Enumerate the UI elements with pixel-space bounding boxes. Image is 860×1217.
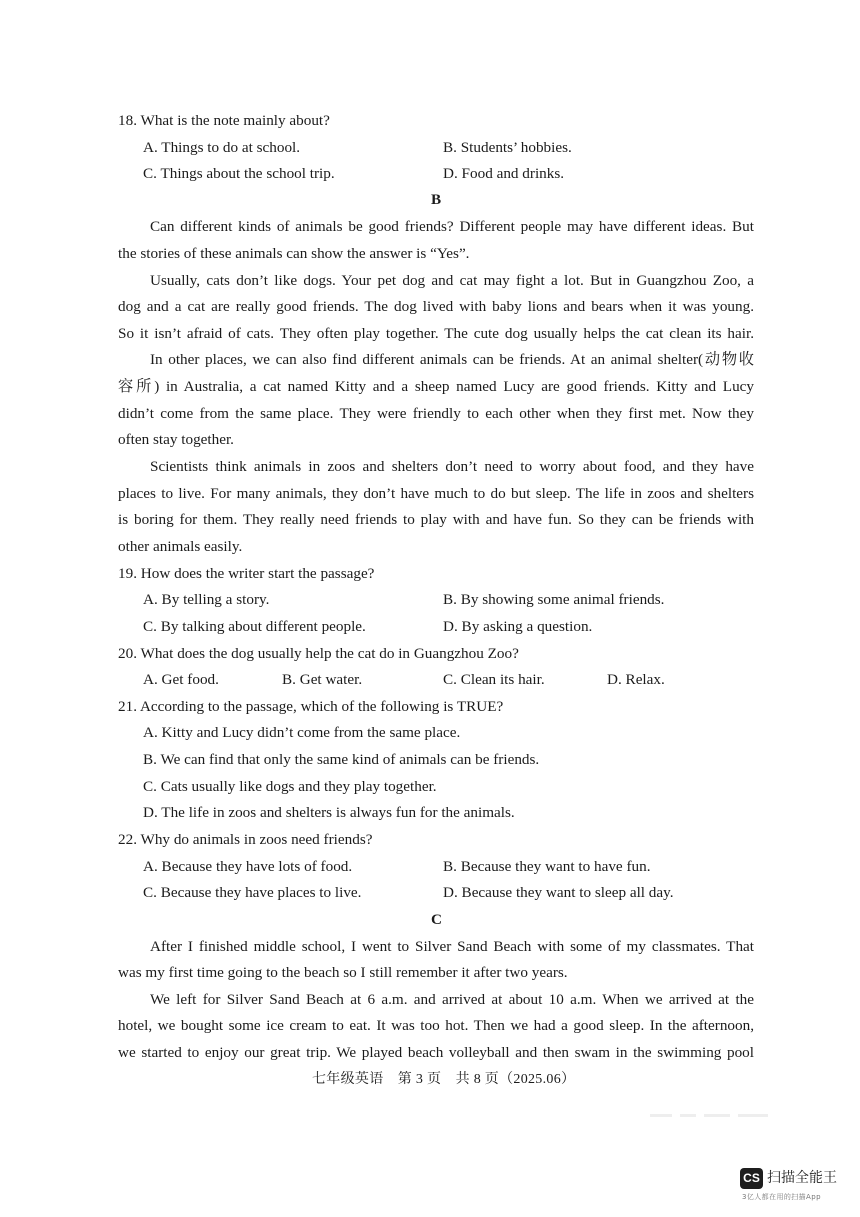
question-19-option-b: B. By showing some animal friends. [443,591,665,608]
question-20-option-a: A. Get food. [143,671,219,688]
page-footer: 七年级英语 第 3 页 共 8 页（2025.06） [312,1072,576,1087]
question-19-option-c: C. By talking about different people. [143,618,366,635]
passage-c-line: We left for Silver Sand Beach at 6 a.m. and arrived at about 10 a.m. When we arrived at the [150,991,754,1008]
passage-b-line: Usually, cats don’t like dogs. Your pet dog and cat may fight a lot. But in Guangzhou Zoo, a [150,272,754,289]
passage-b-line: other animals easily. [118,538,243,555]
passage-b-line: 容所) in Australia, a cat named Kitty and a sheep named Lucy are good friends. Kitty and Lucy [118,378,754,395]
question-22-option-c: C. Because they have places to live. [143,884,362,901]
question-21-option-b: B. We can find that only the same kind of animals can be friends. [143,751,540,768]
question-22-option-a: A. Because they have lots of food. [143,858,353,875]
question-21-option-a: A. Kitty and Lucy didn’t come from the same place. [143,724,461,741]
passage-b-line: is boring for them. They really need friends to play with and have fun. So they can be friends with [118,511,754,528]
question-22-option-b: B. Because they want to have fun. [443,858,651,875]
passage-b-line: the stories of these animals can show the answer is “Yes”. [118,245,470,262]
question-20-stem: 20. What does the dog usually help the cat do in Guangzhou Zoo? [118,645,519,662]
question-22-option-d: D. Because they want to sleep all day. [443,884,674,901]
passage-c-line: hotel, we bought some ice cream to eat. It was too hot. Then we had a good sleep. In the afternoon, [118,1017,754,1034]
passage-b-line: So it isn’t afraid of cats. They often play together. The cute dog usually helps the cat clean its hair. [118,325,754,342]
passage-b-line: Can different kinds of animals be good friends? Different people may have different ideas. But [150,218,754,235]
question-22-stem: 22. Why do animals in zoos need friends? [118,831,373,848]
section-b-heading: B [431,191,442,208]
passage-c-line: After I finished middle school, I went to Silver Sand Beach with some of my classmates. That [150,938,754,955]
passage-b-line: In other places, we can also find different animals can be friends. At an animal shelter(动物收 [150,351,754,368]
question-19-stem: 19. How does the writer start the passage? [118,565,375,582]
passage-b-line: Scientists think animals in zoos and shelters don’t need to worry about food, and they have [150,458,754,475]
passage-b-line: dog and a cat are really good friends. The dog lived with baby lions and bears when it was young. [118,298,754,315]
passage-b-line: didn’t come from the same place. They were friendly to each other when they first met. Now they [118,405,754,422]
passage-b-line: often stay together. [118,431,234,448]
question-20-option-c: C. Clean its hair. [443,671,545,688]
question-18-stem: 18. What is the note mainly about? [118,112,330,129]
watermark-app-name: 扫描全能王 [767,1170,837,1186]
question-21-option-d: D. The life in zoos and shelters is always fun for the animals. [143,804,515,821]
question-18-option-a: A. Things to do at school. [143,139,301,156]
camscanner-logo-icon: CS [740,1168,763,1189]
section-c-heading: C [431,911,442,928]
scan-artifact [650,1106,810,1120]
passage-b-line: places to live. For many animals, they don’t have much to do but sleep. The life in zoos and shelters [118,485,754,502]
question-20-option-b: B. Get water. [282,671,363,688]
question-19-option-d: D. By asking a question. [443,618,593,635]
passage-c-line: we started to enjoy our great trip. We played beach volleyball and then swam in the swimming pool [118,1044,754,1061]
watermark-tagline: 3亿人都在用的扫描App [742,1193,821,1201]
question-21-stem: 21. According to the passage, which of the following is TRUE? [118,698,504,715]
scanner-watermark [740,1168,840,1208]
passage-c-line: was my first time going to the beach so I still remember it after two years. [118,964,568,981]
question-21-option-c: C. Cats usually like dogs and they play together. [143,778,437,795]
question-18-option-b: B. Students’ hobbies. [443,139,572,156]
question-20-option-d: D. Relax. [607,671,665,688]
question-18-option-c: C. Things about the school trip. [143,165,335,182]
question-19-option-a: A. By telling a story. [143,591,270,608]
question-18-option-d: D. Food and drinks. [443,165,565,182]
